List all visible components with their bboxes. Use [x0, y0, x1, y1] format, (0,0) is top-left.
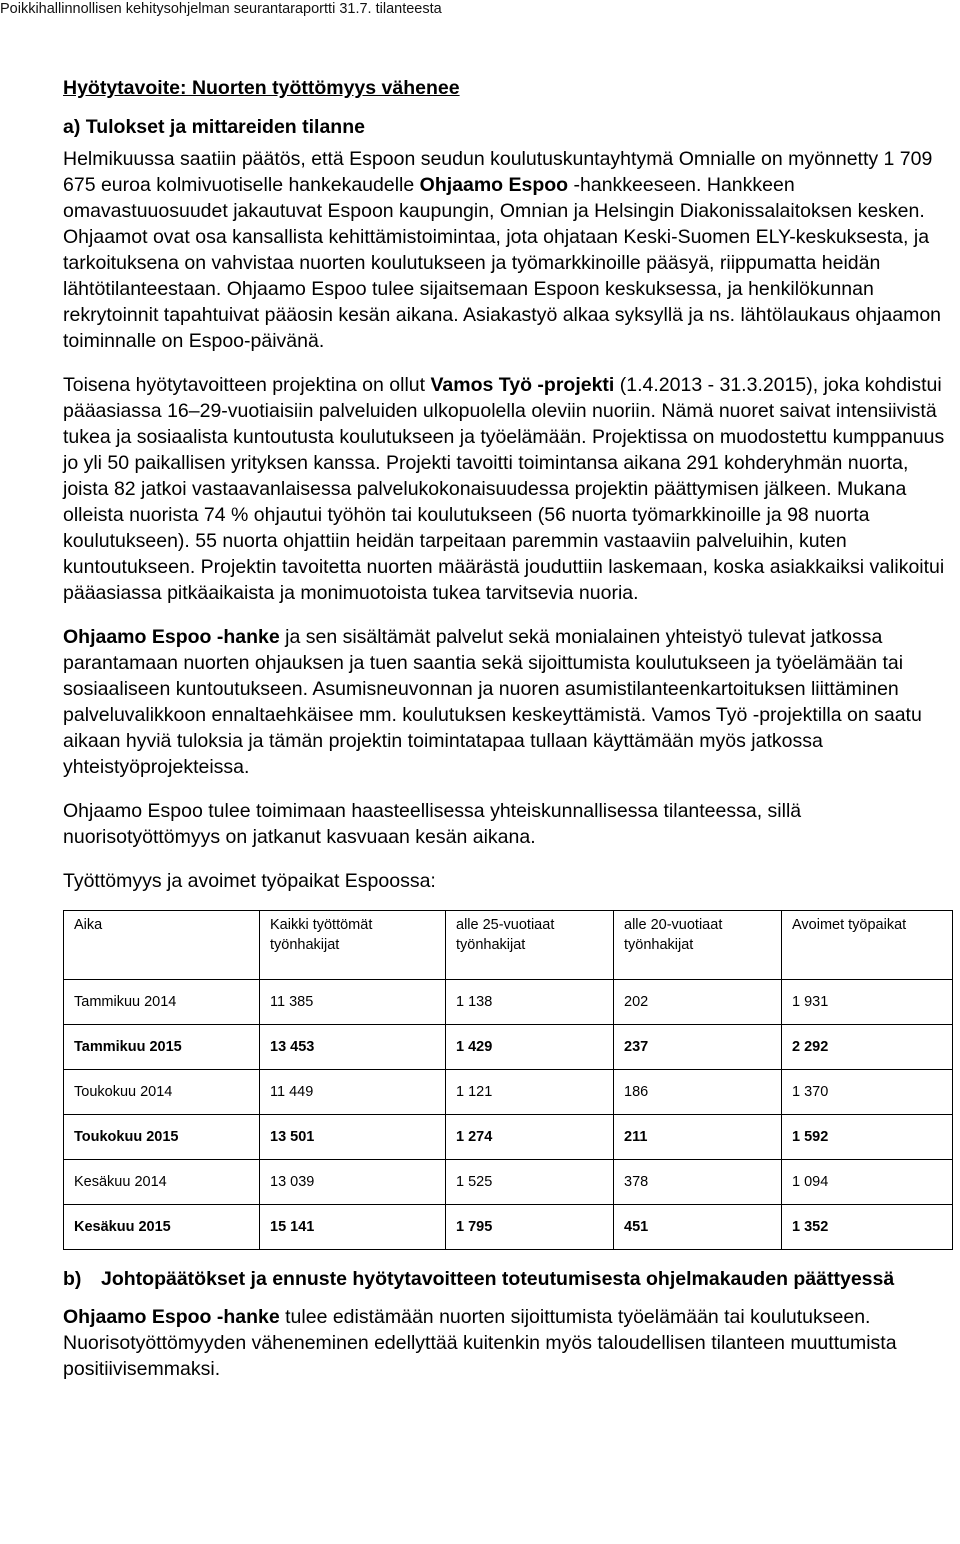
table-cell: 1 121 — [446, 1070, 614, 1115]
paragraph-bold: Ohjaamo Espoo -hanke — [63, 626, 280, 648]
page-header: Poikkihallinnollisen kehitysohjelman seurantaraportti 31.7. tilanteesta — [0, 1, 442, 17]
paragraph-situation: Ohjaamo Espoo tulee toimimaan haasteellisessa yhteiskunnallisessa tilanteessa, sillä nuorisotyöttömyys on jatkanut kasvuaan kesän aikana. — [63, 800, 802, 848]
paragraph-vamos — [63, 372, 953, 606]
table-row — [64, 1115, 953, 1160]
paragraph-ohjaamo-funding — [63, 146, 953, 354]
table-cell: 13 039 — [260, 1160, 446, 1205]
table-row — [64, 980, 953, 1025]
table-cell: 2 292 — [782, 1025, 953, 1070]
table-row — [64, 1205, 953, 1250]
table-cell: Tammikuu 2015 — [64, 1025, 260, 1070]
table-row — [64, 1025, 953, 1070]
section-b-text: Johtopäätökset ja ennuste hyötytavoitteen toteutumisesta ohjelmakauden päättyessä — [101, 1268, 895, 1290]
table-cell: Kesäkuu 2015 — [64, 1205, 260, 1250]
table-cell: 1 931 — [782, 980, 953, 1025]
table-cell: Toukokuu 2014 — [64, 1070, 260, 1115]
table-cell: 378 — [614, 1160, 782, 1205]
table-cell: 1 274 — [446, 1115, 614, 1160]
table-header-row — [64, 911, 953, 980]
table-cell: 1 795 — [446, 1205, 614, 1250]
paragraph-text: -hankkeeseen. Hankkeen omavastuuosuudet jakautuvat Espoon kaupungin, Omnian ja Helsingin Diakonissalaitoksen kesken. Ohjaamot ovat osa kansallista kehittämistoimintaa, jota ohjataan Keski-Suomen ELY-keskuksesta, ja tarkoituksena on vahvistaa nuorten koulutukseen ja työmarkkinoille pääsyä, riippumatta heidän lähtötilanteestaan. Ohjaamo Espoo tulee sijaitsemaan Espoon keskuksessa, ja henkilökunnan rekrytoinnit tapahtuivat pääosin kesän aikana. Asiakastyö alkaa syksyllä ja ns. lähtölaukaus ohjaamon toiminnalle on Espoo-päivänä. — [63, 174, 942, 352]
table-header-cell: Kaikki työttömät työnhakijat — [260, 911, 446, 980]
table-cell: 15 141 — [260, 1205, 446, 1250]
section-b-heading — [63, 1266, 953, 1292]
table-cell: 451 — [614, 1205, 782, 1250]
table-cell: Kesäkuu 2014 — [64, 1160, 260, 1205]
table-cell: 237 — [614, 1025, 782, 1070]
table-cell: 211 — [614, 1115, 782, 1160]
paragraph-bold: Vamos Työ -projekti — [430, 374, 615, 396]
paragraph-bold: Ohjaamo Espoo -hanke — [63, 1306, 280, 1328]
table-cell: 1 429 — [446, 1025, 614, 1070]
unemployment-table — [63, 910, 953, 1250]
table-cell: 11 385 — [260, 980, 446, 1025]
table-cell: 1 094 — [782, 1160, 953, 1205]
paragraph-text: ja sen sisältämät palvelut sekä monialainen yhteistyö tulevat jatkossa parantamaan nuorten ohjauksen ja tuen saantia sekä sijoittumista koulutukseen ja työelämään tai sosiaaliseen kuntoutukseen. Asumisneuvonnan ja nuoren asumistilanteenkartoituksen liittäminen palveluvalikkoon ennaltaehkäisee mm. koulutuksen keskeyttämistä. Vamos Työ -projektilla on saatu aikaan hyviä tuloksia ja tämän projektin toimintatapaa tullaan käyttämään myös jatkossa yhteistyöprojekteissa. — [63, 626, 922, 778]
table-cell: 1 352 — [782, 1205, 953, 1250]
table-header-cell: Avoimet työpaikat — [782, 911, 953, 980]
table-row — [64, 1160, 953, 1205]
paragraph-bold: Ohjaamo Espoo — [419, 174, 569, 196]
table-header-cell: Aika — [64, 911, 260, 980]
table-cell: 1 138 — [446, 980, 614, 1025]
paragraph-text: tulee edistämään nuorten sijoittumista työelämään tai koulutukseen. Nuorisotyöttömyyden väheneminen edellyttää kuitenkin myös taloudellisen tilanteen muuttumista positiivisemmaksi. — [63, 1306, 897, 1380]
document-body — [63, 74, 953, 1382]
table-cell: 11 449 — [260, 1070, 446, 1115]
table-cell: 202 — [614, 980, 782, 1025]
paragraph-text: Helmikuussa saatiin päätös, että Espoon seudun koulutuskuntayhtymä Omnialle on myönnetty 1 709 675 euroa kolmivuotiselle hankekaudelle — [63, 148, 933, 196]
table-row — [64, 1070, 953, 1115]
table-cell: 13 501 — [260, 1115, 446, 1160]
document-title: Hyötytavoite: Nuorten työttömyys vähenee — [63, 77, 460, 99]
section-b-label: b) — [63, 1268, 82, 1290]
table-cell: 1 592 — [782, 1115, 953, 1160]
table-caption: Työttömyys ja avoimet työpaikat Espoossa: — [63, 870, 436, 892]
table-cell: Tammikuu 2014 — [64, 980, 260, 1025]
paragraph-conclusion — [63, 1304, 953, 1382]
table-cell: 1 370 — [782, 1070, 953, 1115]
table-cell: 1 525 — [446, 1160, 614, 1205]
table-header-cell: alle 25-vuotiaat työnhakijat — [446, 911, 614, 980]
paragraph-text: Toisena hyötytavoitteen projektina on ollut — [63, 374, 431, 396]
section-a-heading: a) Tulokset ja mittareiden tilanne — [63, 116, 365, 138]
table-cell: 186 — [614, 1070, 782, 1115]
paragraph-ohjaamo-future — [63, 624, 953, 780]
table-header-cell: alle 20-vuotiaat työnhakijat — [614, 911, 782, 980]
table-cell: Toukokuu 2015 — [64, 1115, 260, 1160]
table-cell: 13 453 — [260, 1025, 446, 1070]
paragraph-text: (1.4.2013 - 31.3.2015), joka kohdistui pääasiassa 16–29-vuotiaisiin palveluiden ulkopuolella oleviin nuoriin. Nämä nuoret saivat intensiivistä tukea ja sosiaalista kuntoutusta koulutukseen ja työelämään. Projektissa on muodostettu kumppanuus jo yli 50 paikallisen yrityksen kanssa. Projekti tavoitti toimintansa aikana 291 kohderyhmän nuorta, joista 82 jatkoi vastaavanlaisessa palvelukokonaisuudessa projektin päättymisen jälkeen. Mukana olleista nuorista 74 % ohjautui työhön tai koulutukseen (56 nuorta työmarkkinoille ja 98 nuorta koulutukseen). 55 nuorta ohjattiin heidän tarpeitaan paremmin vastaaviin palveluihin, kuten kuntoutukseen. Projektin tavoitetta nuorten määrästä jouduttiin laskemaan, koska asiakkaiksi valikoitui pääasiassa pitkäaikaista ja monimuotoista tukea tarvitsevia nuoria. — [63, 374, 945, 604]
